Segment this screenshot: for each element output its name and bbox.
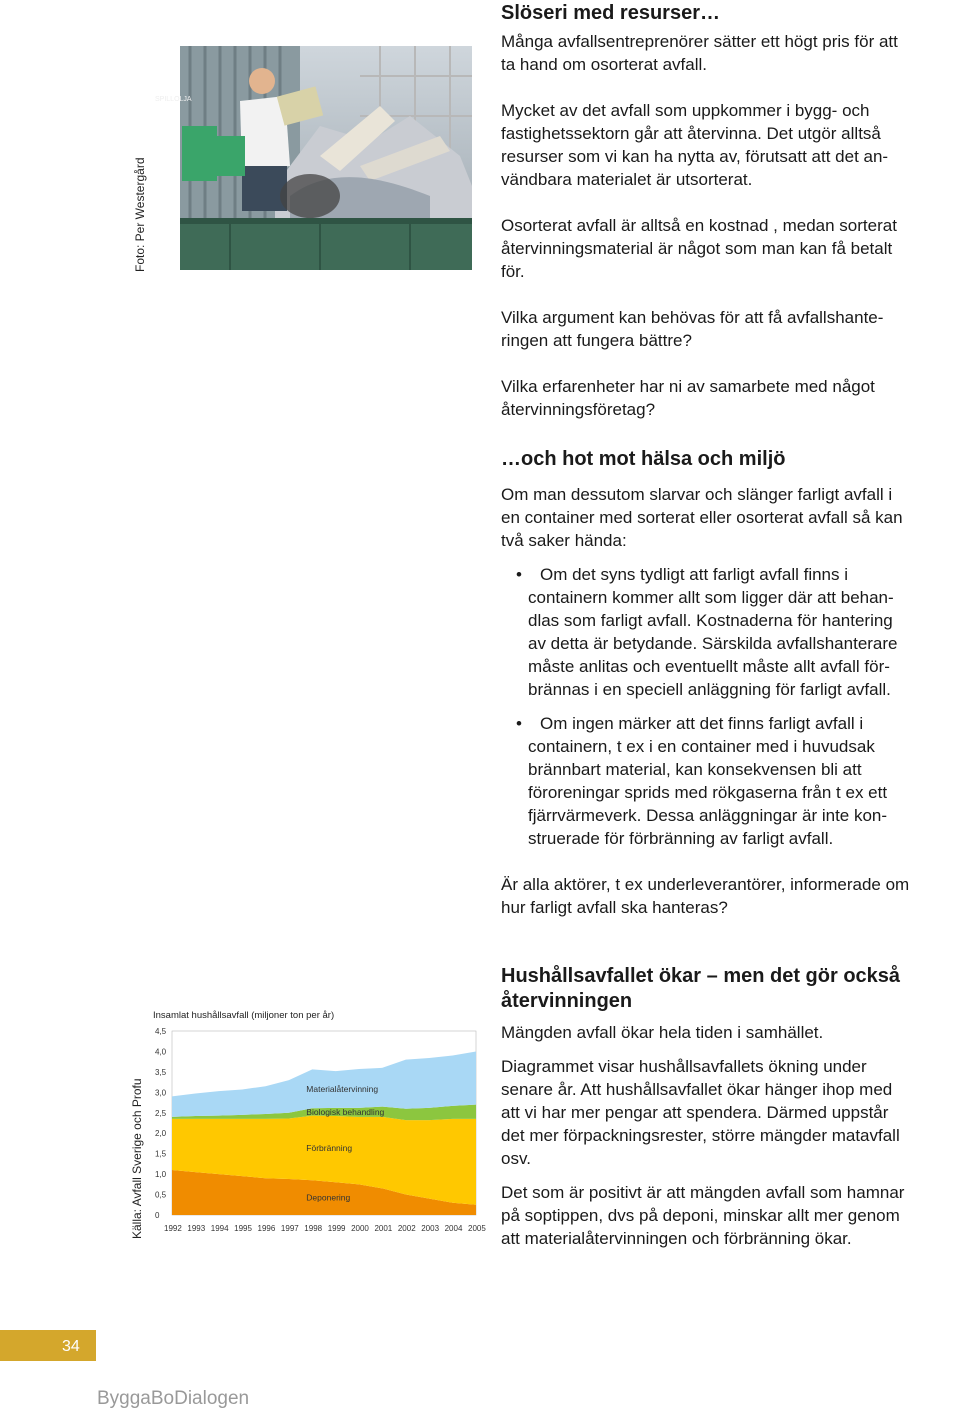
- question: [501, 375, 956, 421]
- series-label: Förbränning: [306, 1142, 353, 1153]
- bullet-icon: •: [516, 714, 522, 733]
- text-line: Om ingen märker att det finns farligt avfall i: [540, 714, 864, 733]
- question: [501, 873, 960, 919]
- chart-svg: [150, 1005, 490, 1250]
- paragraph: [501, 99, 956, 191]
- y-tick-label: 3,0: [155, 1088, 167, 1098]
- x-tick-label: 2005: [468, 1224, 486, 1233]
- x-tick-label: 1997: [280, 1224, 299, 1233]
- paragraph: [501, 30, 956, 76]
- text-line: fastighetssektorn går att återvinna. Det utgör alltså: [501, 124, 881, 143]
- text-line: Osorterat avfall är alltså en kostnad , medan sorterat: [501, 216, 897, 235]
- paragraph: [501, 483, 960, 552]
- text-line: containern kommer allt som ligger där att behan-: [528, 588, 894, 607]
- x-tick-label: 1993: [187, 1224, 206, 1233]
- text-line: föroreningar sprids med rökgaserna från t ex ett: [528, 783, 888, 802]
- text-line: Det som är positivt är att mängden avfall som hamnar: [501, 1183, 905, 1202]
- x-tick-label: 1995: [234, 1224, 252, 1233]
- x-tick-label: 1992: [164, 1224, 182, 1233]
- section-health-environment: [501, 447, 960, 919]
- series-label: Deponering: [306, 1192, 351, 1203]
- y-tick-label: 4,5: [155, 1027, 167, 1036]
- section-household-waste: [501, 964, 956, 1250]
- y-tick-label: 0,5: [155, 1190, 167, 1200]
- x-tick-label: 2002: [397, 1224, 416, 1233]
- series-label: Biologisk behandling: [306, 1106, 385, 1117]
- household-waste-chart: [150, 1005, 490, 1250]
- text-line: en container med sorterat eller osorterat avfall så kan: [501, 508, 903, 527]
- text-line: måste anlitas och eventuellt måste allt avfall för-: [528, 657, 890, 676]
- text-line: hur farligt avfall ska hanteras?: [501, 898, 728, 917]
- y-tick-label: 3,5: [155, 1067, 167, 1077]
- heading-line: återvinningen: [501, 990, 633, 1012]
- text-line: på soptippen, dvs på deponi, minskar allt mer genom: [501, 1206, 900, 1225]
- text-line: att materialåtervinningen och förbränning ökar.: [501, 1229, 852, 1248]
- text-line: återvinningsmaterial är något som man kan få betalt: [501, 239, 893, 258]
- text-line: Mängden avfall ökar hela tiden i samhället.: [501, 1023, 824, 1042]
- section-heading: Slöseri med resurser…: [501, 2, 720, 24]
- x-tick-label: 2004: [444, 1224, 463, 1233]
- bullet-list: [516, 563, 960, 850]
- page-number-box: [0, 1330, 96, 1361]
- paragraph: [501, 1055, 956, 1170]
- x-tick-label: 1998: [304, 1224, 323, 1233]
- chart-title: Insamlat hushållsavfall (miljoner ton per år): [153, 1010, 335, 1021]
- photo-credit: Foto: Per Westergård: [133, 157, 147, 272]
- text-line: ta hand om osorterat avfall.: [501, 55, 708, 74]
- text-line: Om det syns tydligt att farligt avfall finns i: [540, 565, 849, 584]
- text-line: ringen att fungera bättre?: [501, 331, 692, 350]
- text-line: Diagrammet visar hushållsavfallets ökning under: [501, 1057, 867, 1076]
- y-tick-label: 1,5: [155, 1149, 167, 1159]
- y-tick-label: 2,0: [155, 1129, 167, 1139]
- text-line: resurser som vi kan ha nytta av, förutsatt att det an-: [501, 147, 889, 166]
- x-tick-label: 1994: [210, 1224, 229, 1233]
- section-waste-of-resources: [501, 0, 956, 421]
- text-line: Om man dessutom slarvar och slänger farligt avfall i: [501, 485, 893, 504]
- list-item: [516, 712, 960, 850]
- x-tick-label: 1999: [327, 1224, 346, 1233]
- paragraph: [501, 1021, 956, 1044]
- y-tick-label: 2,5: [155, 1108, 167, 1118]
- text-line: dlas som farligt avfall. Kostnaderna för hantering: [528, 611, 893, 630]
- container-photo: [155, 46, 472, 270]
- text-line: senare år. Att hushållsavfallet ökar hänger ihop med: [501, 1080, 893, 1099]
- text-line: att vi har mer pengar att spendera. Därmed uppstår: [501, 1103, 889, 1122]
- bullet-icon: •: [516, 565, 522, 584]
- paragraph: [501, 1181, 956, 1250]
- x-tick-label: 2001: [374, 1224, 393, 1233]
- y-tick-label: 4,0: [155, 1047, 167, 1057]
- text-line: två saker hända:: [501, 531, 627, 550]
- page-number: 34: [62, 1338, 80, 1355]
- question: [501, 306, 956, 352]
- text-line: Många avfallsentreprenörer sätter ett högt pris för att: [501, 32, 898, 51]
- text-line: fjärrvärmeverk. Dessa anläggningar är inte kon-: [528, 806, 888, 825]
- x-tick-label: 2003: [421, 1224, 440, 1233]
- chart-source: Källa: Avfall Sverige och Profu: [130, 1078, 144, 1239]
- text-line: brännbart material, kan konsekvensen bli att: [528, 760, 862, 779]
- text-line: för.: [501, 262, 525, 281]
- text-line: osv.: [501, 1149, 531, 1168]
- y-tick-label: 1,0: [155, 1170, 167, 1180]
- sign-text: SPILLOLJA: [155, 96, 192, 103]
- text-line: vändbara materialet är utsorterat.: [501, 170, 753, 189]
- section-heading: …och hot mot hälsa och miljö: [501, 448, 786, 470]
- text-line: Vilka erfarenheter har ni av samarbete med något: [501, 377, 875, 396]
- y-tick-label: 0: [155, 1211, 160, 1220]
- text-line: det mer förpackningsrester, större mängder matavfall: [501, 1126, 900, 1145]
- text-line: Mycket av det avfall som uppkommer i bygg- och: [501, 101, 870, 120]
- x-tick-label: 2000: [351, 1224, 369, 1233]
- text-line: Vilka argument kan behövas för att få avfallshante-: [501, 308, 884, 327]
- text-line: brännas i en speciell anläggning för farligt avfall.: [528, 680, 891, 699]
- series-label: Materialåtervinning: [306, 1083, 379, 1094]
- text-line: Är alla aktörer, t ex underleverantörer, informerade om: [501, 875, 910, 894]
- heading-line: Hushållsavfallet ökar – men det gör också: [501, 965, 901, 987]
- text-line: containern, t ex i en container med i huvudsak: [528, 737, 875, 756]
- brand-footer: ByggaBoDialogen: [97, 1388, 250, 1409]
- section-heading: [501, 964, 956, 1014]
- text-line: struerade för förbränning av farligt avfall.: [528, 829, 834, 848]
- x-tick-label: 1996: [257, 1224, 276, 1233]
- text-line: av detta är betydande. Särskilda avfallshanterare: [528, 634, 898, 653]
- list-item: [516, 563, 960, 701]
- text-line: återvinningsföretag?: [501, 400, 656, 419]
- paragraph: [501, 214, 956, 283]
- container-photo-illustration: [155, 46, 472, 270]
